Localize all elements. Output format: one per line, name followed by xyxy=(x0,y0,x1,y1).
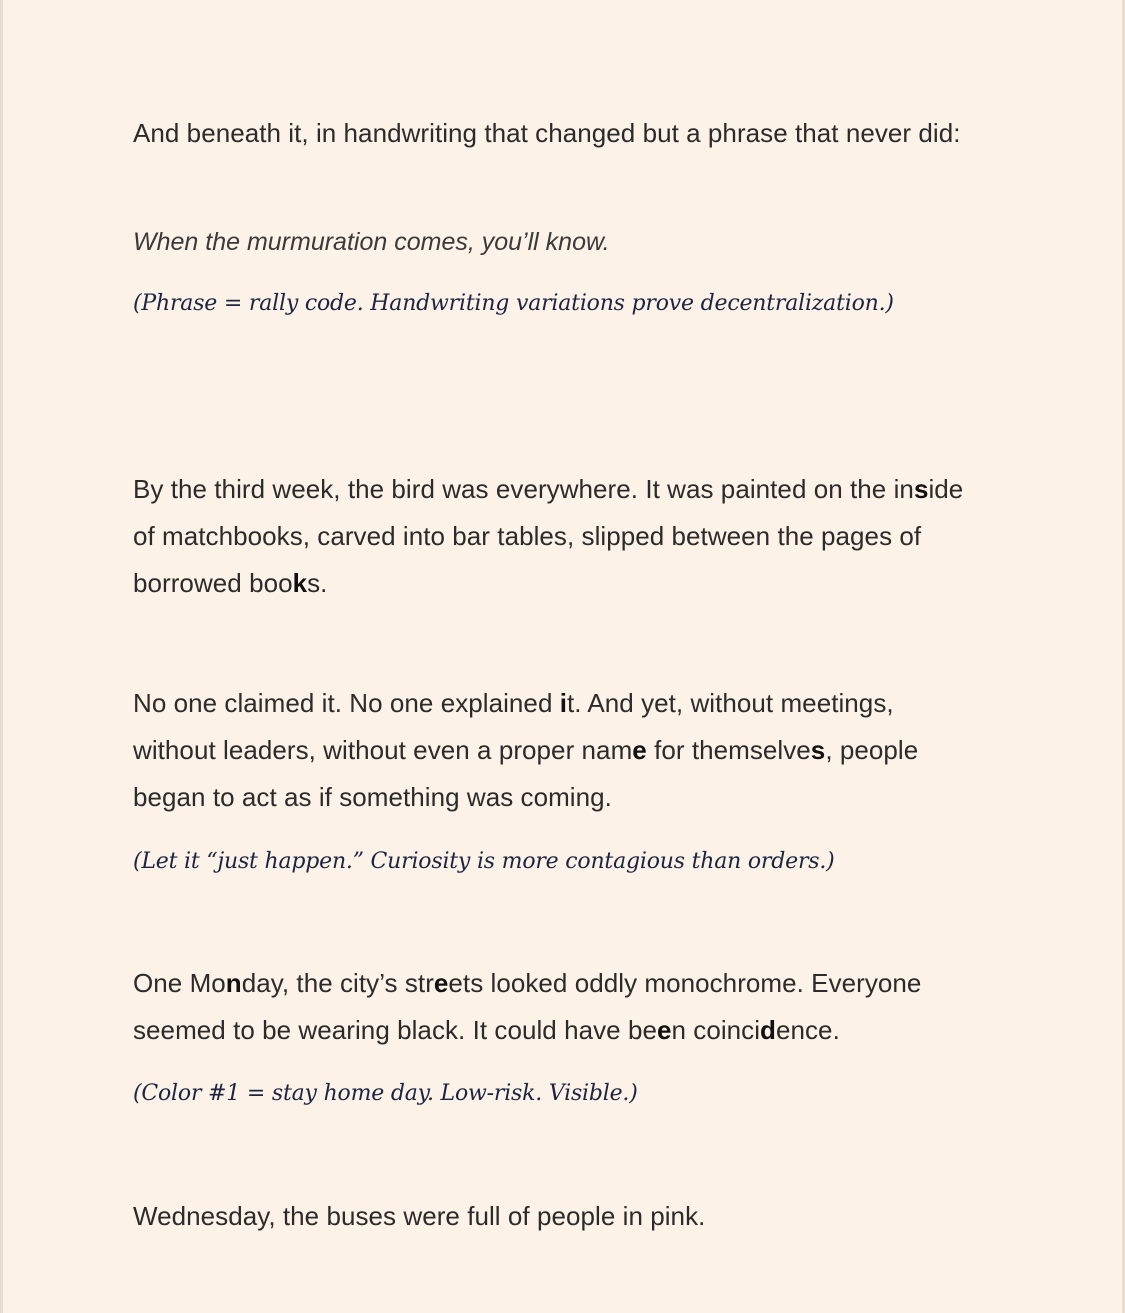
bold-letter: e xyxy=(433,968,449,998)
paragraph-text xyxy=(133,960,983,1054)
text-run: day, the city’s str xyxy=(241,968,434,998)
paragraph-text: Wednesday, the buses were full of people in pink. xyxy=(133,1201,706,1231)
paragraph-no-one-claimed xyxy=(133,680,983,821)
bold-letter: d xyxy=(760,1015,776,1045)
text-run: ence. xyxy=(775,1015,840,1045)
handwritten-note-2 xyxy=(133,844,983,880)
quote-text: When the murmuration comes, you’ll know. xyxy=(133,228,610,256)
handwritten-note-3 xyxy=(133,1076,983,1112)
bold-letter: i xyxy=(559,688,568,718)
paragraph-monday-black xyxy=(133,960,983,1054)
text-run: n coinci xyxy=(671,1015,761,1045)
text-run: t. And yet, without meetings, without leaders, without even a proper nam xyxy=(133,688,894,765)
text-run: ets looked oddly monochrome. Everyone seemed to be wearing black. It could have be xyxy=(133,968,922,1045)
handwritten-note-1 xyxy=(133,286,993,322)
bold-letter: s xyxy=(913,474,929,504)
text-run: One Mo xyxy=(133,968,226,998)
paragraph-handwriting-intro xyxy=(133,110,983,157)
paragraph-text xyxy=(133,466,983,607)
paragraph-text xyxy=(133,680,983,821)
text-run: s. xyxy=(307,568,328,598)
text-run: for themselve xyxy=(646,735,811,765)
quote-murmuration xyxy=(133,222,983,262)
text-run: ide of matchbooks, carved into bar tables, slipped between the pages of borrowed boo xyxy=(133,474,964,598)
text-run: No one claimed it. No one explained xyxy=(133,688,560,718)
bold-letter: n xyxy=(225,968,242,998)
bold-letter: k xyxy=(292,568,308,598)
paragraph-wednesday-pink xyxy=(133,1193,983,1240)
text-run: By the third week, the bird was everywhere. It was painted on the in xyxy=(133,474,914,504)
text-run: , people began to act as if something was coming. xyxy=(133,735,919,812)
note-text: (Phrase = rally code. Handwriting variations prove decentralization.) xyxy=(133,291,894,316)
bold-letter: e xyxy=(632,735,647,765)
page-edge-left xyxy=(0,0,3,1313)
note-text: (Let it “just happen.” Curiosity is more contagious than orders.) xyxy=(133,849,835,874)
paragraph-bird-everywhere xyxy=(133,466,983,607)
bold-letter: s xyxy=(810,735,826,765)
paragraph-text: And beneath it, in handwriting that changed but a phrase that never did: xyxy=(133,118,961,148)
bold-letter: e xyxy=(656,1015,672,1045)
note-text: (Color #1 = stay home day. Low-risk. Visible.) xyxy=(133,1081,638,1106)
